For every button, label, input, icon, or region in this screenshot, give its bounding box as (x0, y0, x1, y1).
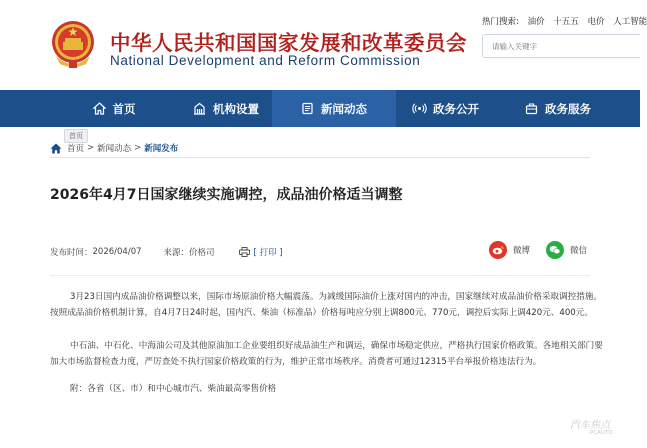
divider (50, 157, 590, 158)
source: 价格司 (189, 248, 215, 258)
source-label: 来源： (163, 248, 190, 258)
wechat-icon (546, 241, 564, 259)
nav-home-label: 首页 (112, 101, 136, 116)
breadcrumb (50, 142, 178, 154)
article-title: 2026年4月7日国家继续实施调控，成品油价格适当调整 (50, 187, 403, 203)
article-meta (50, 246, 283, 258)
hot-keyword-electricity-price[interactable]: 电价 (587, 17, 605, 27)
article-paragraph: 中石油、中石化、中海油公司及其他原油加工企业要组织好成品油生产和调运，确保市场稳定供应，严格执行国家价格政策。各地相关部门要加大市场监督检查力度，严厉查处不执行国家价格政策的行为，维护正常市场秩序。消费者可通过12315平台举报价格违法行为。 (50, 341, 603, 367)
nav-home[interactable] (52, 90, 176, 127)
nav-news[interactable] (272, 90, 396, 127)
nav-government-services-label: 政务服务 (545, 101, 591, 116)
hot-search (482, 15, 647, 27)
share-wechat-label: 微信 (570, 246, 588, 256)
site-title-cn[interactable]: 中华人民共和国国家发展和改革委员会 (110, 31, 467, 55)
nav-news-label: 新闻动态 (321, 101, 367, 116)
building-icon (193, 102, 206, 115)
search-input[interactable] (482, 34, 640, 58)
share-weibo-label: 微博 (513, 246, 531, 256)
home-icon[interactable] (50, 143, 62, 154)
national-emblem-icon[interactable] (50, 20, 96, 70)
article-paragraph: 3月23日国内成品油价格调整以来，国际市场原油价格大幅震荡。为减缓国际油价上涨对国内的冲击，国家继续对成品油价格采取调控措施。按照成品油价格机制计算，自4月7日24时起，国内汽、柴油（标准品）价格每吨应分别上调800元、770元，调控后实际上调420元、400元。 (50, 292, 603, 318)
nav-institutions-label: 机构设置 (213, 101, 259, 116)
watermark-sub: PCAUTO (590, 430, 613, 436)
main-nav (0, 90, 640, 127)
breadcrumb-tooltip: 首页 (64, 129, 88, 143)
hot-keyword-oil-price[interactable]: 油价 (527, 17, 545, 27)
breadcrumb-home[interactable]: 首页 (67, 144, 85, 154)
briefcase-icon (525, 102, 538, 115)
printer-icon (239, 247, 250, 257)
nav-government-services[interactable] (496, 90, 620, 127)
print-button[interactable] (239, 246, 283, 258)
watermark: 汽车焦点 (570, 420, 610, 431)
breadcrumb-separator: > (87, 143, 95, 153)
divider (50, 275, 590, 276)
nav-institutions[interactable] (164, 90, 288, 127)
site-title-en[interactable]: National Development and Reform Commission (110, 53, 421, 68)
share-wechat-button[interactable] (546, 241, 587, 259)
breadcrumb-news[interactable]: 新闻动态 (97, 144, 132, 154)
print-label: [ 打印 ] (253, 248, 283, 258)
share-weibo-button[interactable] (489, 241, 530, 259)
site-header (0, 0, 647, 90)
news-icon (301, 102, 314, 115)
breadcrumb-current[interactable]: 新闻发布 (144, 144, 179, 154)
hot-keyword-ai[interactable]: 人工智能 (613, 17, 647, 27)
broadcast-icon (413, 102, 426, 115)
home-icon (93, 102, 106, 115)
article-attachment[interactable]: 附：各省（区、市）和中心城市汽、柴油最高零售价格 (70, 384, 277, 394)
publish-date: 2026/04/07 (92, 247, 142, 257)
nav-government-affairs[interactable] (384, 90, 508, 127)
breadcrumb-separator: > (134, 143, 142, 153)
hot-keyword-15th-plan[interactable]: 十五五 (553, 17, 579, 27)
publish-date-label: 发布时间： (50, 248, 93, 258)
weibo-icon (489, 241, 507, 259)
nav-government-affairs-label: 政务公开 (433, 101, 479, 116)
hot-search-label: 热门搜索: (482, 17, 519, 27)
